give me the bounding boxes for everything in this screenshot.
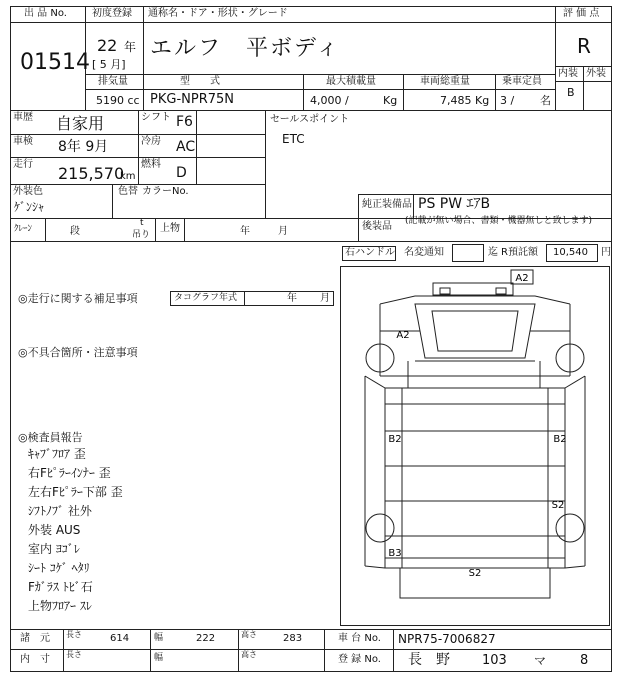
over-label: 迄 — [488, 247, 498, 258]
divider — [10, 134, 265, 135]
inspector-line: ｼﾌﾄﾉﾌﾞ 社外 — [28, 504, 92, 518]
history-value: 自家用 — [56, 114, 105, 133]
inner-height-label: 高さ — [241, 650, 257, 659]
divider — [143, 6, 144, 22]
divider — [583, 66, 584, 110]
model-type-value: PKG-NPR75N — [150, 92, 234, 107]
fuel-label: 燃料 — [141, 159, 161, 170]
driving-notes-label: ◎走行に関する補足事項 — [18, 292, 138, 305]
displacement-value: 5190 cc — [96, 94, 140, 107]
divider — [303, 74, 304, 110]
sales-point-label: セールスポイント — [270, 114, 350, 125]
crane-hang: 吊り — [132, 230, 151, 240]
reg-year: 22 — [97, 36, 118, 55]
divider — [403, 74, 404, 110]
inspector-label: ◎検査員報告 — [18, 431, 83, 444]
bed-rails — [402, 388, 548, 568]
gross-weight-label: 車両総重量 — [420, 76, 470, 87]
capacity-label: 乗車定員 — [502, 76, 542, 87]
chassis-label: 車 台 No. — [338, 633, 381, 644]
mirror-shape — [433, 283, 513, 295]
reg-number: 8 — [580, 653, 589, 668]
crane-stage: 段 — [70, 226, 80, 237]
damage-mark: B2 — [553, 434, 567, 445]
divider — [143, 22, 144, 74]
inspector-line: 左右Fﾋﾟﾗｰ下部 歪 — [28, 485, 123, 499]
reg-year-unit: 年 — [124, 40, 137, 54]
divider — [196, 110, 197, 184]
capacity-value: 3 / — [500, 94, 515, 107]
windshield — [415, 304, 535, 358]
divider — [238, 629, 239, 672]
equipment-label: 純正装備品 — [362, 199, 412, 210]
wheel-rear-left — [366, 514, 394, 542]
inspector-line: 上物ﾌﾛｱｰ ｽﾚ — [28, 599, 92, 613]
eval-label: 評 価 点 — [563, 8, 600, 19]
inspector-line: 室内 ﾖｺﾞﾚ — [28, 542, 80, 556]
interior-score: B — [567, 86, 575, 99]
lot-label: 出 品 No. — [24, 8, 67, 19]
width-label: 幅 — [154, 633, 164, 643]
inspector-line: Fｶﾞﾗｽ ﾄﾋﾞ石 — [28, 580, 93, 594]
wheel-rear-right — [556, 514, 584, 542]
cab-roof — [432, 311, 518, 351]
max-load-unit: Kg — [383, 94, 398, 107]
inspector-line: 右Fﾋﾟﾗｰｲﾝﾅｰ 歪 — [28, 466, 111, 480]
defect-label: ◎不具合箇所・注意事項 — [18, 346, 138, 359]
divider — [45, 218, 46, 241]
upper-year: 年 — [240, 226, 250, 237]
divider — [150, 629, 151, 672]
divider — [85, 89, 555, 90]
history-label: 車歴 — [13, 112, 33, 123]
inspection-label: 車検 — [13, 136, 33, 147]
divider — [63, 629, 64, 672]
name-change-label: 名変通知 — [404, 247, 444, 258]
divider — [555, 22, 612, 23]
divider — [85, 22, 555, 23]
name-label: 通称名・ドア・形状・グレード — [148, 8, 288, 19]
mirror-right — [496, 288, 506, 294]
divider — [324, 629, 325, 672]
length-value: 614 — [110, 633, 130, 644]
reg-month: [ 5 月] — [92, 58, 126, 71]
width-value: 222 — [196, 633, 216, 644]
divider — [495, 74, 496, 110]
divider — [358, 194, 612, 195]
model-name: エルフ 平ボディ — [150, 36, 341, 61]
displacement-label: 排気量 — [98, 76, 128, 87]
reg-area: 長 野 — [408, 652, 450, 668]
truck-diagram — [340, 266, 610, 626]
reg-label: 登 録 No. — [338, 654, 381, 665]
divider — [184, 218, 185, 241]
inner-dims-label: 内 寸 — [20, 654, 50, 665]
damage-mark: S2 — [468, 568, 482, 579]
aftermarket-note: (記載が無い場合、書類・機器無しと致します) — [405, 216, 593, 226]
sales-point-value: ETC — [282, 132, 305, 146]
height-label: 高さ — [241, 630, 257, 639]
divider — [143, 74, 144, 110]
crane-ton: t — [140, 218, 144, 228]
ac-value: AC — [176, 139, 196, 155]
damage-mark: B3 — [388, 548, 402, 559]
divider — [10, 157, 265, 158]
mileage-unit: km — [120, 171, 136, 182]
length-label: 長さ — [66, 630, 82, 639]
crane-label: ｸﾚｰﾝ — [14, 224, 33, 234]
damage-mark: A2 — [515, 273, 529, 284]
dims-label: 諸 元 — [20, 633, 50, 644]
exterior-label: 外装 — [586, 68, 606, 79]
r-label: R預託額 — [501, 247, 538, 258]
first-reg-label: 初度登録 — [92, 8, 132, 19]
model-type-label: 型 式 — [180, 76, 220, 87]
divider — [85, 74, 555, 75]
upper-month: 月 — [278, 226, 288, 237]
divider — [155, 218, 156, 241]
reg-kana: マ — [534, 654, 547, 668]
color-label: 外装色 — [13, 186, 43, 197]
color-change-label: 色替 — [118, 186, 138, 197]
interior-label: 内装 — [558, 68, 578, 79]
divider — [10, 184, 265, 185]
divider — [413, 194, 414, 218]
damage-mark: B2 — [388, 434, 402, 445]
divider — [244, 291, 245, 306]
name-change-box — [452, 244, 484, 262]
divider — [112, 184, 113, 218]
shift-value: F6 — [176, 114, 193, 130]
mileage-label: 走行 — [13, 159, 33, 170]
max-load-label: 最大積載量 — [326, 76, 376, 87]
color-value: ｹﾞﾝｼｬ — [14, 200, 45, 214]
steering-value: 右ハンドル — [345, 247, 395, 258]
divider — [265, 110, 266, 218]
r-unit: 円 — [601, 247, 611, 258]
divider — [10, 22, 85, 23]
inner-length-label: 長さ — [66, 650, 82, 659]
lot-number: 01514 — [20, 50, 90, 75]
side-gates — [365, 376, 585, 568]
fuel-value: D — [176, 165, 187, 181]
aftermarket-label: 後装品 — [362, 221, 392, 232]
eval-score: R — [577, 34, 591, 58]
max-load-value: 4,000 / — [310, 94, 349, 107]
tacho-label: タコグラフ年式 — [174, 293, 238, 303]
tacho-year: 年 — [287, 293, 297, 304]
inspection-value: 8年 9月 — [58, 139, 109, 155]
chassis-value: NPR75-7006827 — [398, 632, 496, 646]
bed-outline — [385, 388, 565, 568]
mirror-left — [440, 288, 450, 294]
divider — [10, 241, 612, 242]
cab-rear — [408, 361, 540, 388]
tacho-month: 月 — [320, 293, 330, 304]
shift-label: シフト — [141, 112, 171, 123]
inspector-line: ｷｬﾌﾞﾌﾛｱ 歪 — [28, 447, 86, 461]
gross-weight-value: 7,485 Kg — [440, 94, 490, 107]
divider — [138, 110, 139, 184]
r-value: 10,540 — [553, 247, 588, 258]
divider — [393, 629, 394, 672]
color-no-label: カラーNo. — [142, 186, 189, 197]
divider — [10, 629, 612, 630]
inspector-line: ｼｰﾄ ｺｹﾞ ﾍﾀﾘ — [28, 561, 90, 575]
divider — [10, 649, 612, 650]
bed-lines — [385, 404, 565, 558]
divider — [555, 81, 612, 82]
equipment-value: PS PW ｴｱB — [418, 196, 491, 212]
inner-width-label: 幅 — [154, 653, 164, 663]
inspector-line: 外装 AUS — [28, 523, 81, 537]
damage-mark: A2 — [396, 330, 410, 341]
damage-mark: S2 — [551, 500, 565, 511]
divider — [10, 110, 612, 111]
upper-label: 上物 — [160, 223, 180, 234]
reg-class: 103 — [482, 653, 507, 668]
capacity-unit: 名 — [540, 94, 551, 107]
ac-label: 冷房 — [141, 136, 161, 147]
mileage-value: 215,570 — [58, 164, 125, 183]
height-value: 283 — [283, 633, 303, 644]
